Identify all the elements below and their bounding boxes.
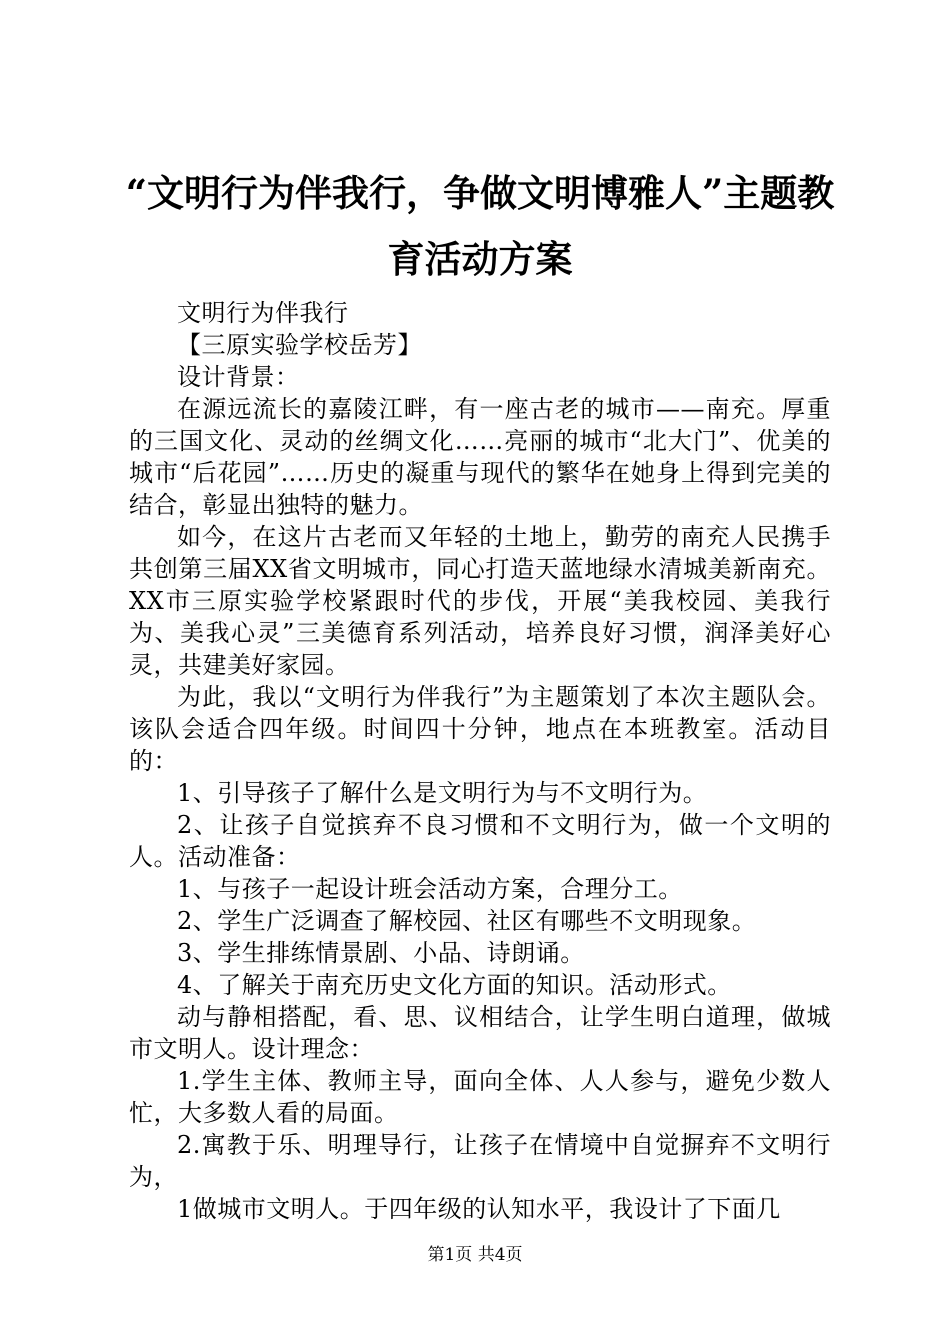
paragraph: 在源远流长的嘉陵江畔，有一座古老的城市——南充。厚重的三国文化、灵动的丝绸文化……亮丽的城市“北大门”、优美的城市“后花园”……历史的凝重与现代的繁华在她身上得到完美的结合，彰显出独特的魅力。 [129, 395, 831, 519]
paragraph: 设计背景： [177, 363, 300, 391]
paragraph: 2、让孩子自觉摈弃不良习惯和不文明行为，做一个文明的人。活动准备： [129, 811, 831, 871]
paragraph: 1、与孩子一起设计班会活动方案，合理分工。 [177, 875, 683, 903]
paragraph: 为此，我以“文明行为伴我行”为主题策划了本次主题队会。该队会适合四年级。时间四十分钟，地点在本班教室。活动目的： [129, 683, 831, 775]
paragraph: 1.学生主体、教师主导，面向全体、人人参与，避免少数人忙，大多数人看的局面。 [129, 1067, 831, 1127]
paragraph: 2.寓教于乐、明理导行，让孩子在情境中自觉摒弃不文明行为， [129, 1131, 831, 1191]
paragraph: 如今，在这片古老而又年轻的土地上，勤劳的南充人民携手共创第三届XX省文明城市，同心打造天蓝地绿水清城美新南充。XX市三原实验学校紧跟时代的步伐，开展“美我校园、美我行为、美我心灵”三美德育系列活动，培养良好习惯，润泽美好心灵，共建美好家园。 [129, 523, 831, 679]
paragraph: 【三原实验学校岳芳】 [177, 331, 422, 359]
document-title: “文明行为伴我行，争做文明博雅人”主题教育活动方案 [125, 171, 835, 281]
paragraph: 3、学生排练情景剧、小品、诗朗诵。 [177, 939, 585, 967]
paragraph: 动与静相搭配，看、思、议相结合，让学生明白道理，做城市文明人。设计理念： [129, 1003, 831, 1063]
paragraph: 1、引导孩子了解什么是文明行为与不文明行为。 [177, 779, 708, 807]
paragraph: 文明行为伴我行 [177, 299, 349, 327]
document-body [129, 297, 831, 1225]
paragraph: 1做城市文明人。于四年级的认知水平，我设计了下面几 [177, 1195, 781, 1223]
paragraph: 2、学生广泛调查了解校园、社区有哪些不文明现象。 [177, 907, 757, 935]
paragraph: 4、了解关于南充历史文化方面的知识。活动形式。 [177, 971, 732, 999]
page-footer: 第1页 共4页 [427, 1245, 523, 1265]
